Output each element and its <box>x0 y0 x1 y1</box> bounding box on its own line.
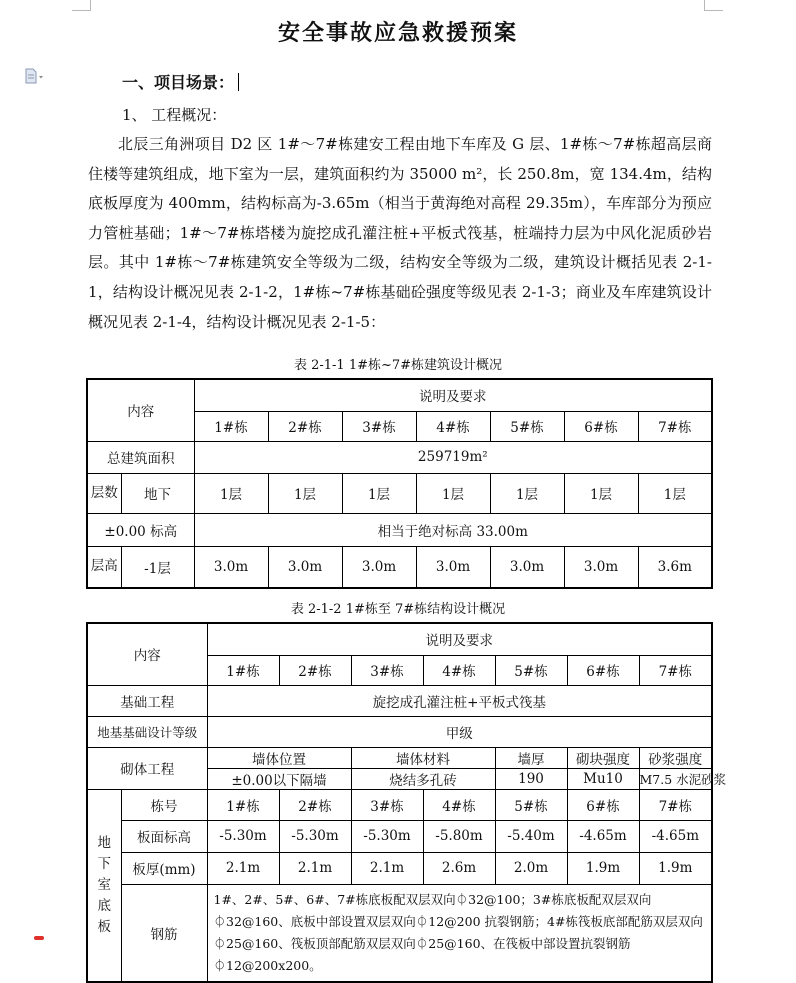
slab-top-value: -4.65m <box>567 820 639 852</box>
height-value: 3.0m <box>490 546 564 588</box>
height-value: 3.6m <box>638 546 712 588</box>
floors-sub-label: 地下 <box>121 473 194 513</box>
elevation-value: 相当于绝对标高 33.00m <box>194 513 712 546</box>
floors-value: 1层 <box>342 473 416 513</box>
slab-thickness-value: 2.0m <box>495 852 567 884</box>
margin-corner-mark <box>72 0 91 11</box>
structure-design-table <box>86 622 727 983</box>
floors-value: 1层 <box>564 473 638 513</box>
height-value: 3.0m <box>564 546 638 588</box>
page-marker <box>34 936 44 940</box>
masonry-value: 190 <box>495 768 567 789</box>
floors-label: 层数 <box>87 473 121 513</box>
slab-thickness-value: 2.1m <box>279 852 351 884</box>
height-label: 层高 <box>87 546 121 588</box>
height-value: 3.0m <box>342 546 416 588</box>
bldg-no-label: 栋号 <box>121 789 207 820</box>
slab-thickness-value: 2.1m <box>207 852 279 884</box>
table2-caption: 表 2-1-2 1#栋至 7#栋结构设计概况 <box>290 602 506 617</box>
floors-value: 1层 <box>268 473 342 513</box>
masonry-header: 墙体材料 <box>351 747 495 768</box>
content-header: 内容 <box>87 379 194 441</box>
building-header: 1#栋 <box>207 655 279 685</box>
building-header: 6#栋 <box>564 411 638 441</box>
desc-header: 说明及要求 <box>194 379 712 411</box>
foundation-label: 基础工程 <box>87 685 207 716</box>
subsection-heading: 1、 工程概况： <box>122 106 227 124</box>
document-title: 安全事故应急救援预案 <box>277 20 518 46</box>
floors-value: 1层 <box>490 473 564 513</box>
design-grade-label: 地基基础设计等级 <box>87 716 207 747</box>
height-sub-label: -1层 <box>121 546 194 588</box>
slab-top-value: -5.80m <box>423 820 495 852</box>
slab-thickness-value: 1.9m <box>567 852 639 884</box>
floors-value: 1层 <box>416 473 490 513</box>
basement-slab-label: 地下室底板 <box>87 789 121 982</box>
slab-top-value: -5.40m <box>495 820 567 852</box>
content-header: 内容 <box>87 623 207 685</box>
slab-thickness-label: 板厚(mm) <box>121 852 207 884</box>
slab-thickness-value: 2.6m <box>423 852 495 884</box>
project-overview-paragraph: 北辰三角洲项目 D2 区 1#～7#栋建安工程由地下车库及 G 层、1#栋～7#栋超高层商住楼等建筑组成，地下室为一层，建筑面积约为 35000 m²，长 250.8m，宽 134.4m，结构底板厚度为 400mm，结构标高为-3.65m（相当于黄海绝对高程 29.35m），车库部分为预应力管桩基础；1#～7#栋塔楼为旋挖成孔灌注桩+平板式筏基，桩端持力层为中风化泥质砂岩层。其中 1#栋～7#栋建筑安全等级为二级，结构安全等级为二级，建筑设计概括见表 2-1-1，结构设计概况见表 2-1-2，1#栋~7#栋基础砼强度等级见表 2-1-3；商业及车库建筑设计概况见表 2-1-4，结构设计概况见表 2-1-5： <box>88 135 712 331</box>
slab-top-label: 板面标高 <box>121 820 207 852</box>
building-header: 7#栋 <box>638 411 712 441</box>
elevation-label: ±0.00 标高 <box>87 513 194 546</box>
building-header: 4#栋 <box>423 655 495 685</box>
bldg-no: 5#栋 <box>495 789 567 820</box>
masonry-value: ±0.00以下隔墙 <box>207 768 351 789</box>
text-cursor <box>238 73 239 91</box>
bldg-no: 7#栋 <box>639 789 712 820</box>
slab-thickness-value: 1.9m <box>639 852 712 884</box>
rebar-description: 1#、2#、5#、6#、7#栋底板配双层双向⏀32@100；3#栋底板配双层双向⏀32@160、底板中部设置双层双向⏀12@200 抗裂钢筋；4#栋筏板底部配筋双层双向⏀25@160、筏板顶部配筋双层双向⏀25@160、在筏板中部设置抗裂钢筋⏀12@200x200。 <box>207 884 712 982</box>
masonry-value: M7.5 水泥砂浆 <box>639 768 712 789</box>
bldg-no: 3#栋 <box>351 789 423 820</box>
total-area-value: 259719m² <box>194 441 712 473</box>
foundation-value: 旋挖成孔灌注桩+平板式筏基 <box>207 685 712 716</box>
building-header: 2#栋 <box>268 411 342 441</box>
building-header: 3#栋 <box>342 411 416 441</box>
slab-top-value: -5.30m <box>351 820 423 852</box>
desc-header: 说明及要求 <box>207 623 712 655</box>
total-area-label: 总建筑面积 <box>87 441 194 473</box>
bldg-no: 2#栋 <box>279 789 351 820</box>
building-header: 5#栋 <box>490 411 564 441</box>
floors-value: 1层 <box>638 473 712 513</box>
building-header: 2#栋 <box>279 655 351 685</box>
masonry-header: 砌块强度 <box>567 747 639 768</box>
bldg-no: 1#栋 <box>207 789 279 820</box>
masonry-value: Mu10 <box>567 768 639 789</box>
building-design-table <box>86 378 713 589</box>
masonry-header: 墙体位置 <box>207 747 351 768</box>
height-value: 3.0m <box>194 546 268 588</box>
building-header: 5#栋 <box>495 655 567 685</box>
building-header: 1#栋 <box>194 411 268 441</box>
slab-thickness-value: 2.1m <box>351 852 423 884</box>
building-header: 3#栋 <box>351 655 423 685</box>
slab-top-value: -4.65m <box>639 820 712 852</box>
floors-value: 1层 <box>194 473 268 513</box>
height-value: 3.0m <box>416 546 490 588</box>
slab-top-value: -5.30m <box>279 820 351 852</box>
bldg-no: 4#栋 <box>423 789 495 820</box>
document-icon[interactable] <box>24 68 46 86</box>
masonry-label: 砌体工程 <box>87 747 207 789</box>
masonry-header: 砂浆强度 <box>639 747 712 768</box>
masonry-header: 墙厚 <box>495 747 567 768</box>
margin-corner-mark <box>704 0 723 11</box>
design-grade-value: 甲级 <box>207 716 712 747</box>
masonry-value: 烧结多孔砖 <box>351 768 495 789</box>
building-header: 6#栋 <box>567 655 639 685</box>
building-header: 7#栋 <box>639 655 712 685</box>
section-heading[interactable]: 一、项目场景： <box>122 70 239 93</box>
rebar-label: 钢筋 <box>121 884 207 982</box>
table1-caption: 表 2-1-1 1#栋~7#栋建筑设计概况 <box>293 358 503 373</box>
slab-top-value: -5.30m <box>207 820 279 852</box>
height-value: 3.0m <box>268 546 342 588</box>
building-header: 4#栋 <box>416 411 490 441</box>
bldg-no: 6#栋 <box>567 789 639 820</box>
